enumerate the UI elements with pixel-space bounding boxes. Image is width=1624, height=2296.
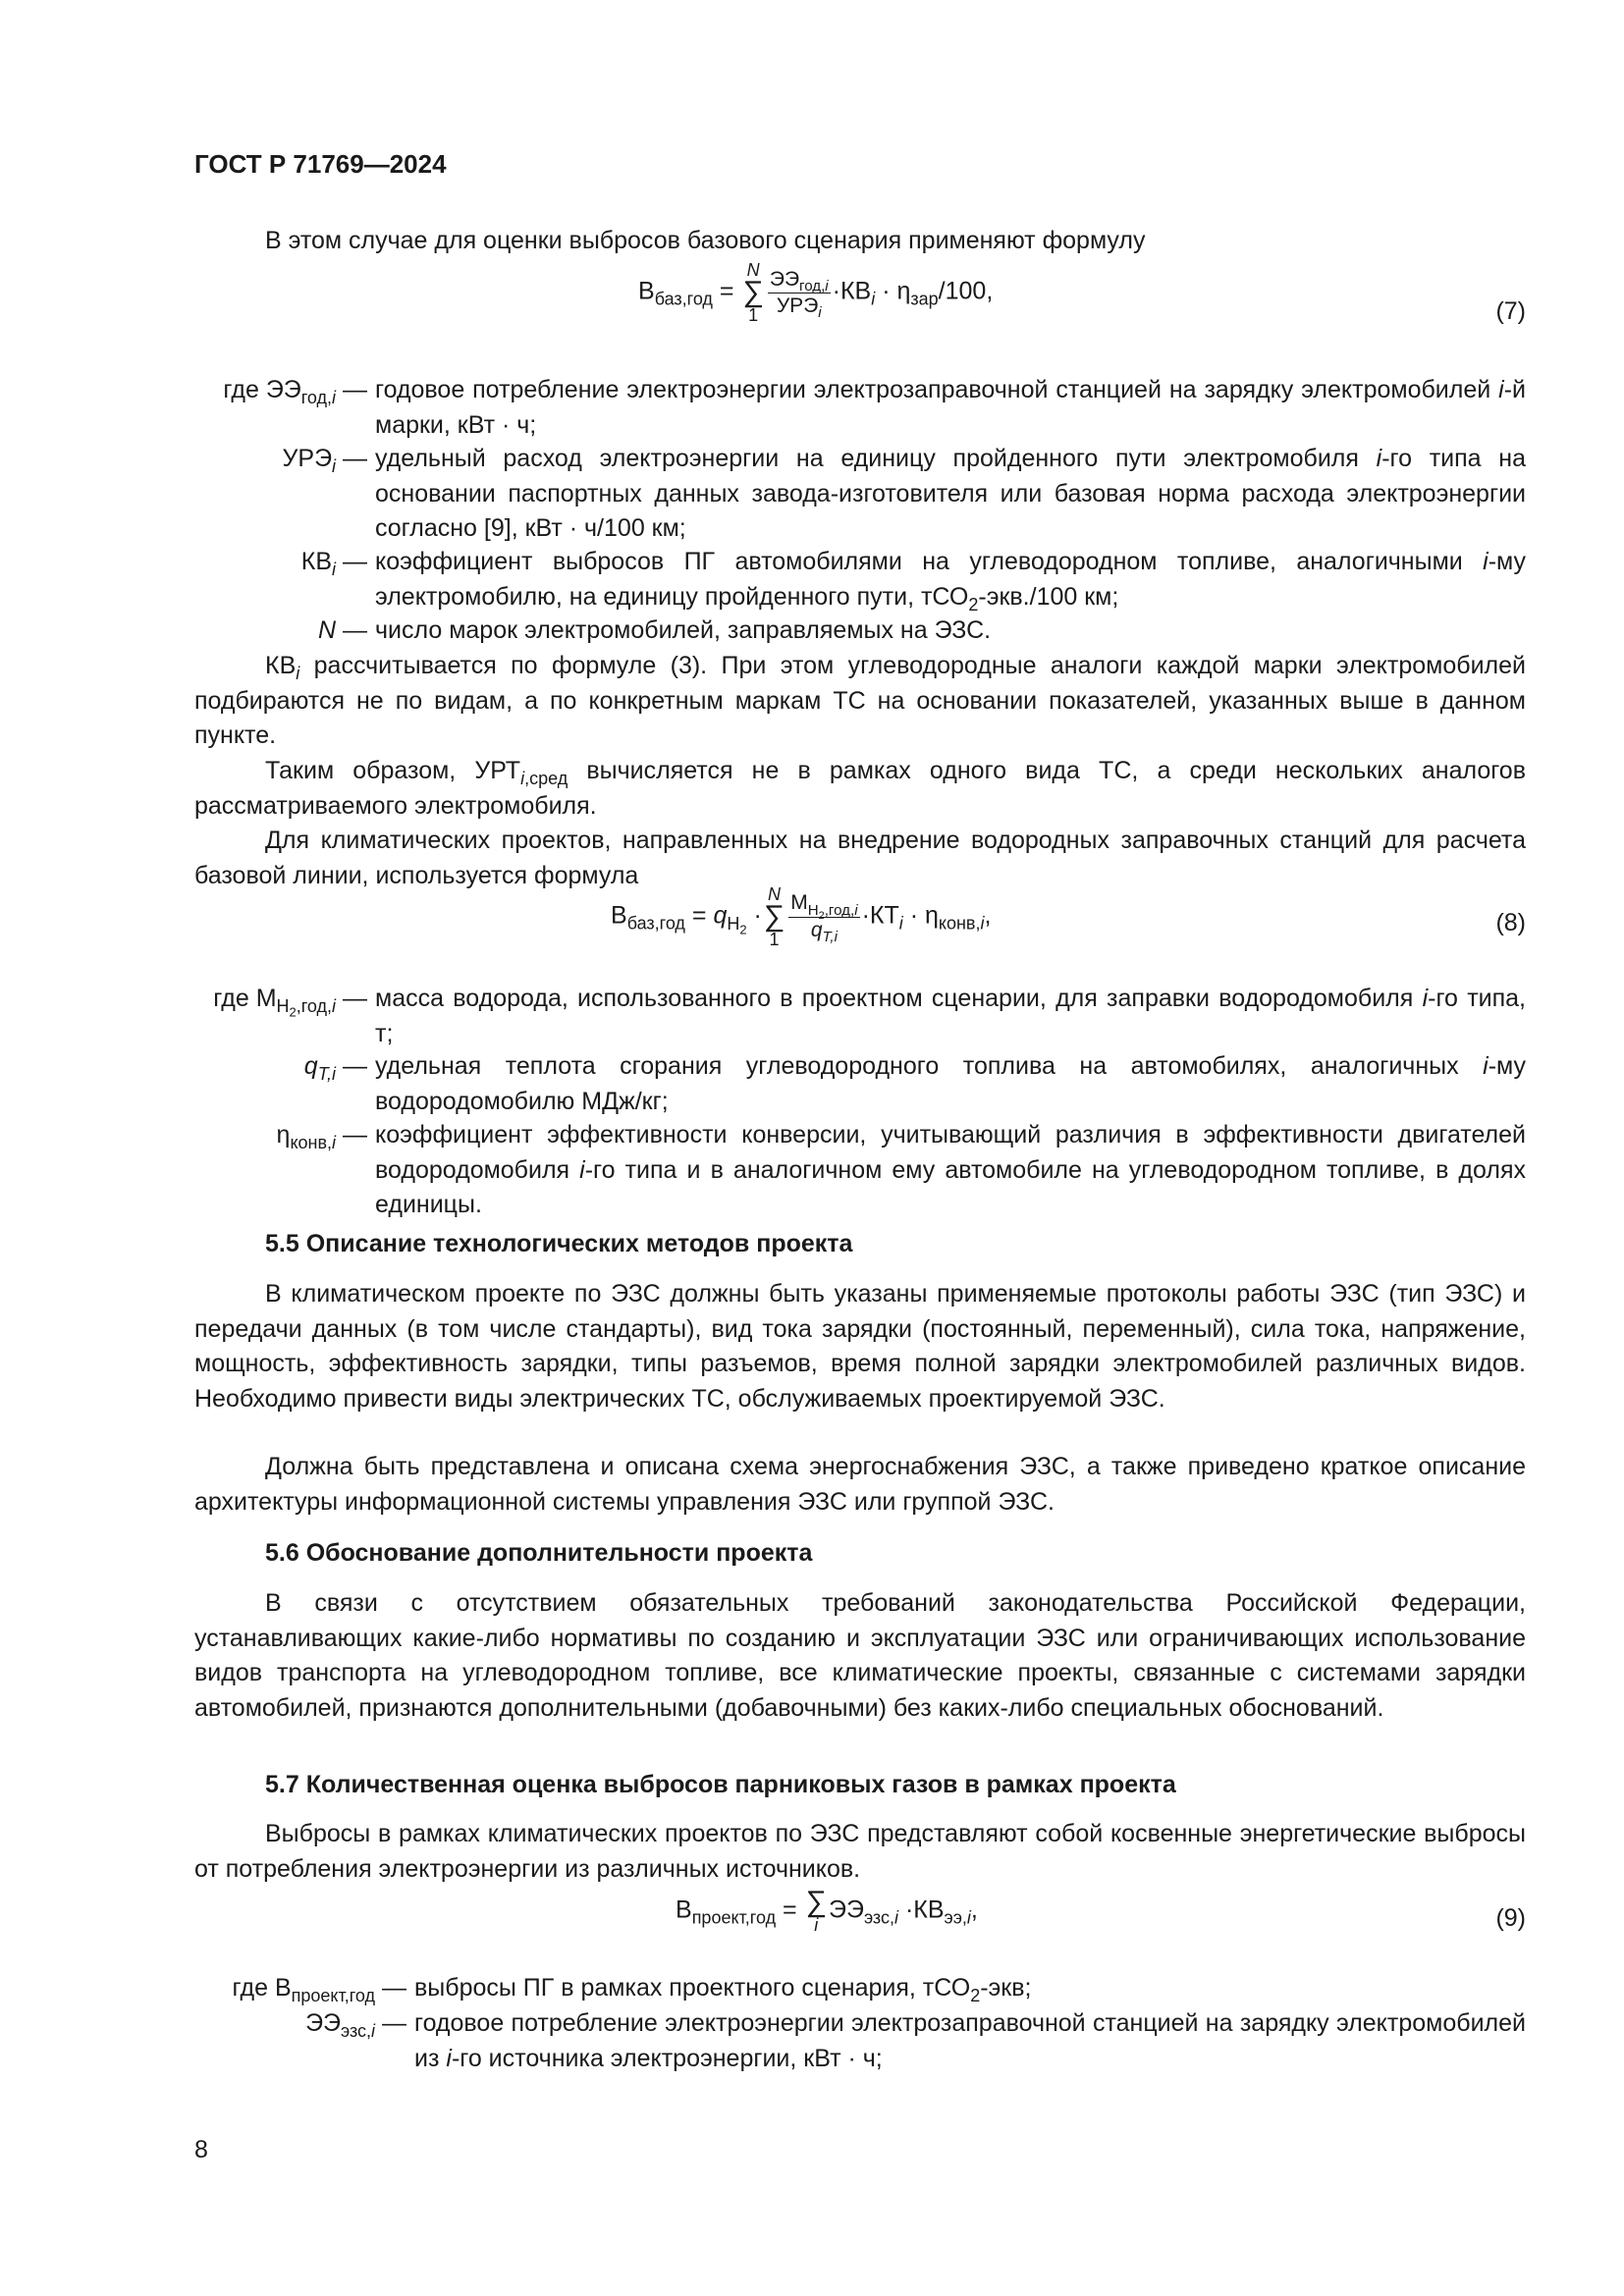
section-5-5-paragraph-2: Должна быть представлена и описана схема энергоснабжения ЭЗС, а также приведено краткое описание архитектуры информационной системы управления ЭЗС или группой ЭЗС.: [194, 1453, 1526, 1516]
intro-paragraph: В этом случае для оценки выбросов базового сценария применяют формулу: [265, 227, 1146, 254]
equation-9-number: (9): [1495, 1904, 1526, 1932]
section-5-6-paragraph-1: В связи с отсутствием обязательных требований законодательства Российской Федерации, устанавливающих какие-либо нормативы по созданию и эксплуатации ЭЗС или ограничивающих использование видов транспорта на углеводородном топливе, все климатические проекты, связанные с системами зарядки автомобилей, признаются дополнительными (добавочными) без каких-либо специальных обоснований.: [194, 1589, 1526, 1722]
page-number: 8: [194, 2136, 208, 2163]
section-5-5-heading: 5.5 Описание технологических методов проекта: [265, 1230, 853, 1257]
equation-7-number: (7): [1495, 297, 1526, 325]
equation-9: $В_{проект,год}$ = ∑ i $ЭЭ_{эзс,i} \cdot КВ_{ээ,i}$,: [676, 1886, 978, 1935]
section-5-5-paragraph-1: В климатическом проекте по ЭЗС должны быть указаны применяемые протоколы работы ЭЗС (тип ЭЗС) и передачи данных (в том числе стандарты), вид тока зарядки (постоянный, переменный), сила тока, напряжение, мощность, эффективность зарядки, типы разъемов, время полной зарядки электромобилей различных видов. Необходимо привести виды электрических ТС, обслуживаемых проектируемой ЭЗС.: [194, 1280, 1526, 1413]
kv-paragraph: $КВ_i$ рассчитывается по формуле (3). При этом углеводородные аналоги каждой марки электромобилей подбираются не по видам, а по конкретным маркам ТС на основании показателей, указанных выше в данном пункте.: [194, 652, 1526, 749]
hydrogen-paragraph: Для климатических проектов, направленных на внедрение водородных заправочных станций для расчета базовой линии, используется формула: [194, 827, 1526, 889]
equation-8-number: (8): [1495, 909, 1526, 936]
urt-paragraph: Таким образом, $УРТ_{i,сред}$ вычисляется не в рамках одного вида ТС, а среди нескольких аналогов рассматриваемого электромобиля.: [194, 757, 1526, 820]
equation-7: $В_{баз,год}$ = N ∑ 1 $\frac{ЭЭ_{год,i}}{УРЭ_i}$ $\cdot КВ_i \cdot \eta_{зар}/100$,: [638, 260, 994, 325]
section-5-7-paragraph-1: Выбросы в рамках климатических проектов по ЭЗС представляют собой косвенные энергетические выбросы от потребления электроэнергии из различных источников.: [194, 1820, 1526, 1883]
section-5-6-heading: 5.6 Обоснование дополнительности проекта: [265, 1539, 813, 1567]
document-header: ГОСТ Р 71769—2024: [194, 149, 447, 179]
equation-8: $В_{баз,год} = q_{H_2}$ · N ∑ 1 $\frac{М_{H_2,год,i}}{q_{T,i}}$ $\cdot КТ_i \cdot \eta_{конв,i}$,: [611, 884, 992, 949]
section-5-7-heading: 5.7 Количественная оценка выбросов парниковых газов в рамках проекта: [265, 1771, 1176, 1798]
